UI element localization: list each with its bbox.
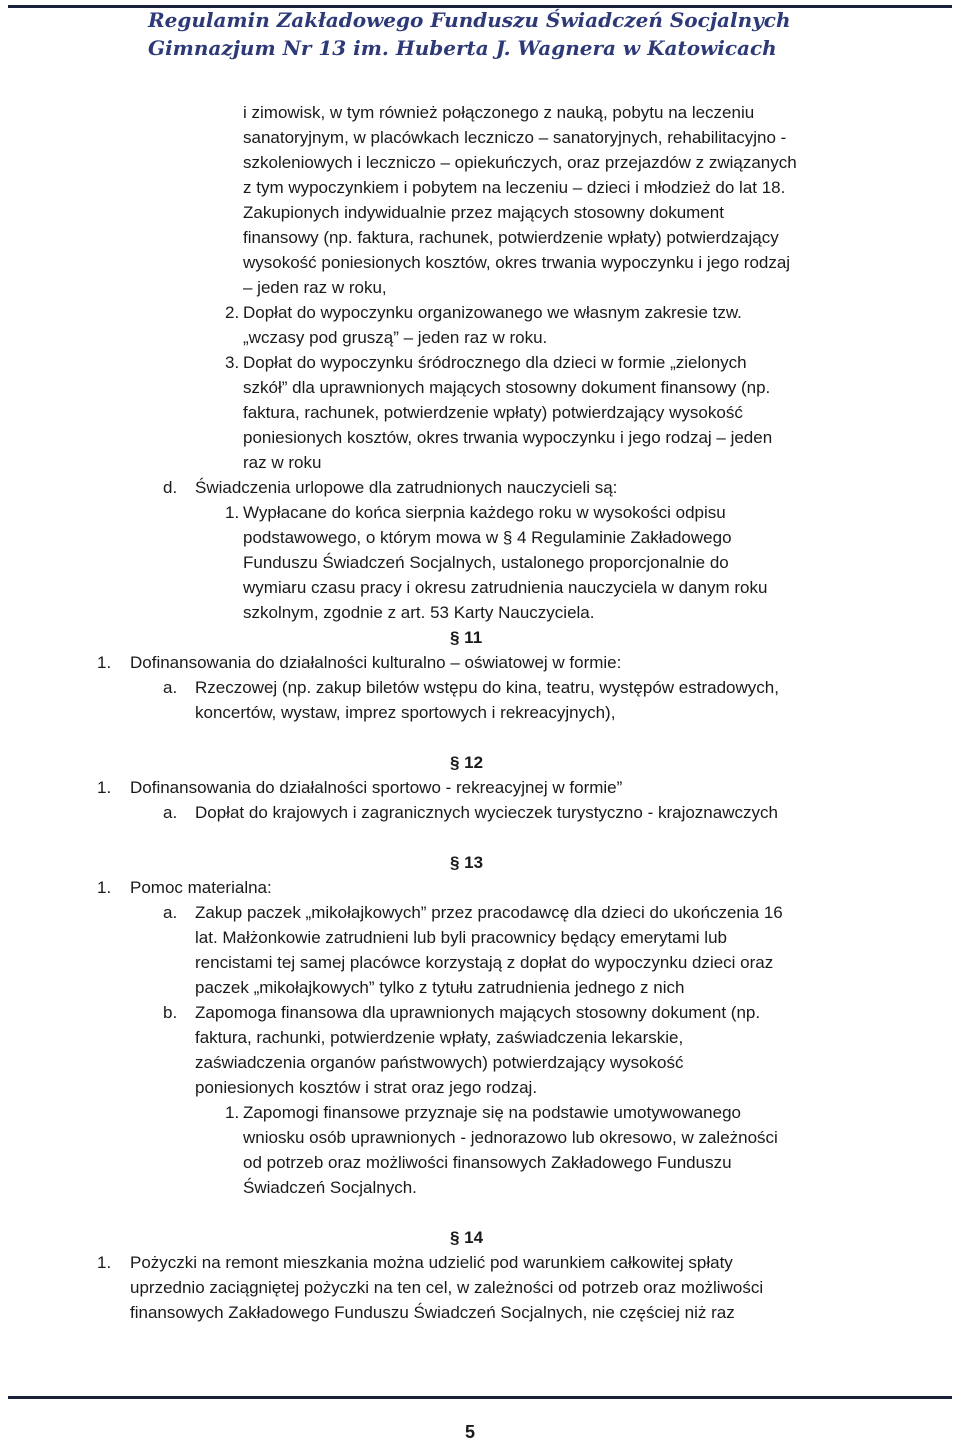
list-marker: 1.: [97, 1253, 112, 1272]
text-line: [163, 1000, 760, 1025]
text-line: [243, 525, 732, 550]
line-text: Funduszu Świadczeń Socjalnych, ustalonego proporcjonalnie do: [243, 553, 729, 572]
text-line: [195, 1050, 684, 1075]
line-text: Wypłacane do końca sierpnia każdego roku w wysokości odpisu: [243, 503, 726, 522]
line-text: Świadczenia urlopowe dla zatrudnionych nauczycieli są:: [195, 478, 618, 497]
text-line: [243, 200, 724, 225]
line-text: Pożyczki na remont mieszkania można udzielić pod warunkiem całkowitej spłaty: [130, 1253, 733, 1272]
line-text: Pomoc materialna:: [130, 878, 272, 897]
text-line: [225, 1100, 741, 1125]
text-line: [225, 500, 726, 525]
line-text: finansowych Zakładowego Funduszu Świadczeń Socjalnych, nie częściej niż raz: [130, 1303, 735, 1322]
text-line: [163, 475, 617, 500]
section-heading: § 14: [450, 1228, 484, 1247]
list-marker: 1.: [225, 503, 240, 522]
line-text: z tym wypoczynkiem i pobytem na leczeniu – dzieci i młodzież do lat 18.: [243, 178, 786, 197]
text-line: [195, 700, 615, 725]
line-text: faktura, rachunki, potwierdzenie wpłaty, zaświadczenia lekarskie,: [195, 1028, 684, 1047]
list-marker: d.: [163, 478, 178, 497]
section-heading: § 13: [450, 853, 484, 872]
text-line: [163, 675, 779, 700]
text-line: [243, 375, 770, 400]
text-line: [225, 300, 742, 325]
text-line: [243, 550, 729, 575]
line-text: koncertów, wystaw, imprez sportowych i rekreacyjnych),: [195, 703, 616, 722]
line-text: uprzednio zaciągniętej pożyczki na ten cel, w zależności od potrzeb oraz możliwości: [130, 1278, 764, 1297]
text-line: [97, 775, 622, 800]
text-line: [163, 900, 783, 925]
line-text: lat. Małżonkowie zatrudnieni lub byli pracownicy będący emerytami lub: [195, 928, 727, 947]
list-marker: b.: [163, 1003, 178, 1022]
footer-rule: [8, 1396, 952, 1399]
list-marker: 1.: [97, 778, 112, 797]
line-text: raz w roku: [243, 453, 322, 472]
list-marker: a.: [163, 678, 178, 697]
list-marker: 1.: [97, 878, 112, 897]
page-number: 5: [464, 1422, 475, 1442]
text-line: [243, 250, 790, 275]
text-line: [243, 450, 321, 475]
document-title-line-1: Regulamin Zakładowego Funduszu Świadczeń Socjalnych: [148, 8, 791, 32]
line-text: Świadczeń Socjalnych.: [243, 1178, 417, 1197]
text-line: [243, 1150, 732, 1175]
line-text: Dopłat do wypoczynku organizowanego we własnym zakresie tzw.: [243, 303, 742, 322]
line-text: rencistami tej samej placówce korzystają z dopłat do wypoczynku dzieci oraz: [195, 953, 774, 972]
text-line: [97, 650, 621, 675]
list-marker: a.: [163, 803, 178, 822]
text-line: [243, 1125, 778, 1150]
line-text: szkół” dla uprawnionych mających stosowny dokument finansowy (np.: [243, 378, 771, 397]
line-text: Dofinansowania do działalności kulturalno – oświatowej w formie:: [130, 653, 622, 672]
document-title-line-2: Gimnazjum Nr 13 im. Huberta J. Wagnera w Katowicach: [148, 36, 777, 60]
line-text: i zimowisk, w tym również połączonego z nauką, pobytu na leczeniu: [243, 103, 755, 122]
text-line: [243, 575, 767, 600]
text-line: [243, 225, 779, 250]
line-text: paczek „mikołajkowych” tylko z tytułu zatrudnienia jednego z nich: [195, 978, 685, 997]
text-line: [243, 175, 785, 200]
line-text: – jeden raz w roku,: [243, 278, 387, 297]
line-text: Rzeczowej (np. zakup biletów wstępu do kina, teatru, występów estradowych,: [195, 678, 779, 697]
list-marker: 3.: [225, 353, 240, 372]
line-text: Zakup paczek „mikołajkowych” przez pracodawcę dla dzieci do ukończenia 16: [195, 903, 783, 922]
text-line: [225, 350, 747, 375]
line-text: wniosku osób uprawnionych - jednorazowo lub okresowo, w zależności: [243, 1128, 778, 1147]
text-line: [195, 975, 684, 1000]
text-line: [243, 100, 754, 125]
list-marker: 1.: [97, 653, 112, 672]
text-line: [97, 875, 272, 900]
text-line: [130, 1275, 763, 1300]
text-line: [243, 1175, 417, 1200]
text-line: [243, 275, 387, 300]
line-text: szkoleniowych i leczniczo – opiekuńczych, oraz przejazdów z związanych: [243, 153, 797, 172]
line-text: faktura, rachunek, potwierdzenie wpłaty) potwierdzający wysokość: [243, 403, 743, 422]
line-text: poniesionych kosztów, okres trwania wypoczynku i jego rodzaj – jeden: [243, 428, 773, 447]
line-text: Zapomoga finansowa dla uprawnionych mających stosowny dokument (np.: [195, 1003, 761, 1022]
line-text: zaświadczenia organów państwowych) potwierdzający wysokość: [195, 1053, 684, 1072]
line-text: finansowy (np. faktura, rachunek, potwierdzenie wpłaty) potwierdzający: [243, 228, 779, 247]
list-marker: 2.: [225, 303, 240, 322]
section-heading: § 12: [450, 753, 484, 772]
text-line: [195, 1075, 537, 1100]
line-text: „wczasy pod gruszą” – jeden raz w roku.: [243, 328, 548, 347]
text-line: [195, 950, 773, 975]
line-text: Zakupionych indywidualnie przez mających stosowny dokument: [243, 203, 724, 222]
line-text: podstawowego, o którym mowa w § 4 Regulaminie Zakładowego: [243, 528, 732, 547]
text-line: [97, 1250, 733, 1275]
list-marker: 1.: [225, 1103, 240, 1122]
list-marker: a.: [163, 903, 178, 922]
text-line: [243, 400, 743, 425]
text-line: [243, 150, 797, 175]
text-line: [243, 600, 594, 625]
text-line: [195, 1025, 683, 1050]
line-text: poniesionych kosztów i strat oraz jego rodzaj.: [195, 1078, 538, 1097]
text-line: [243, 125, 786, 150]
text-line: [243, 425, 772, 450]
text-line: [243, 325, 547, 350]
line-text: od potrzeb oraz możliwości finansowych Zakładowego Funduszu: [243, 1153, 732, 1172]
line-text: szkolnym, zgodnie z art. 53 Karty Nauczyciela.: [243, 603, 595, 622]
text-line: [195, 925, 727, 950]
line-text: wysokość poniesionych kosztów, okres trwania wypoczynku i jego rodzaj: [243, 253, 791, 272]
line-text: sanatoryjnym, w placówkach leczniczo – sanatoryjnych, rehabilitacyjno -: [243, 128, 787, 147]
line-text: Dopłat do wypoczynku śródrocznego dla dzieci w formie „zielonych: [243, 353, 747, 372]
line-text: wymiaru czasu pracy i okresu zatrudnienia nauczyciela w danym roku: [243, 578, 768, 597]
text-line: [130, 1300, 735, 1325]
section-heading: § 11: [450, 628, 483, 647]
line-text: Dopłat do krajowych i zagranicznych wycieczek turystyczno - krajoznawczych: [195, 803, 778, 822]
text-line: [163, 800, 778, 825]
line-text: Zapomogi finansowe przyznaje się na podstawie umotywowanego: [243, 1103, 742, 1122]
line-text: Dofinansowania do działalności sportowo - rekreacyjnej w formie”: [130, 778, 623, 797]
